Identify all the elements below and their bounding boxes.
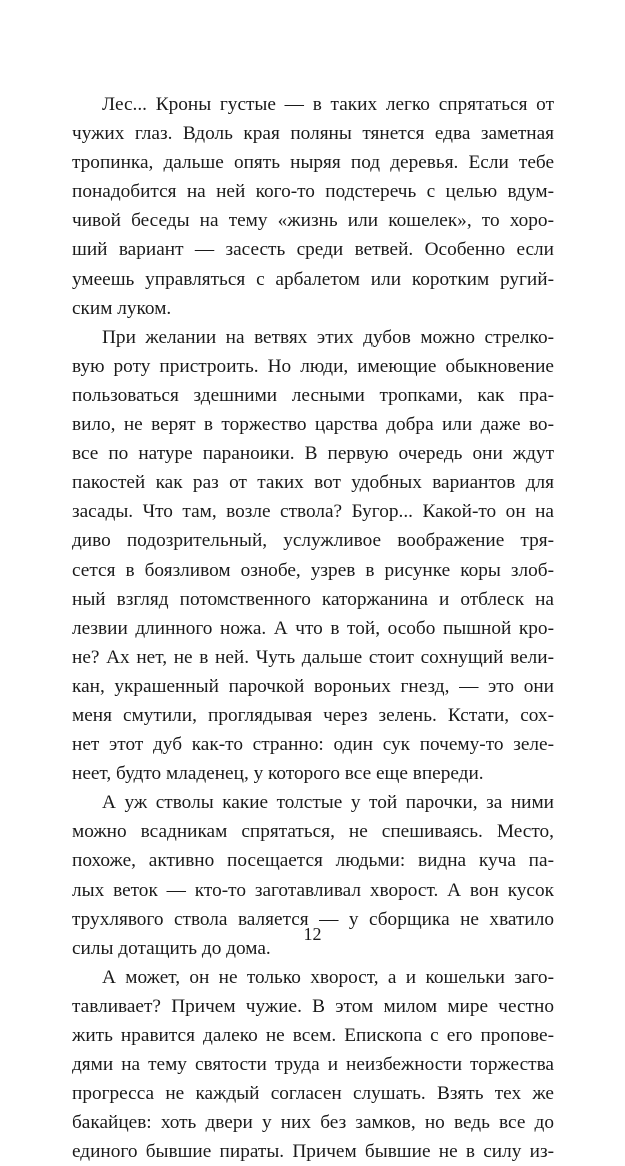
text-line: нет этот дуб как-то странно: один сук почему-то зеле- — [72, 734, 554, 756]
text-line: вило, не верят в торжество царства добра или даже во- — [72, 414, 554, 436]
text-line: все по натуре параноики. В первую очередь они ждут — [72, 443, 554, 465]
text-line: При желании на ветвях этих дубов можно стрелко- — [102, 326, 554, 348]
text-line: понадобится на ней кого-то подстеречь с целью вдум- — [72, 181, 554, 203]
text-line: дями на тему святости труда и неизбежности торжества — [72, 1054, 554, 1076]
paragraph — [72, 90, 554, 323]
text-line: единого бывшие пираты. Причем бывшие не в силу из- — [72, 1141, 554, 1163]
text-line: диво подозрительный, услужливое воображение тря- — [72, 530, 554, 552]
paragraph — [72, 323, 554, 789]
text-line: А уж стволы какие толстые у той парочки, за ними — [102, 792, 554, 814]
text-line: лезвии длинного ножа. А что в той, особо пышной кро- — [72, 617, 554, 639]
text-line: сется в боязливом ознобе, узрев в рисунке коры злоб- — [72, 559, 554, 581]
text-line: лых веток — кто-то заготавливал хворост. А вон кусок — [72, 879, 554, 901]
text-line: пакостей как раз от таких вот удобных вариантов для — [72, 472, 554, 494]
text-line: чивой беседы на тему «жизнь или кошелек», то хоро- — [72, 210, 554, 232]
text-line: кан, украшенный парочкой вороньих гнезд, — это они — [72, 675, 554, 697]
text-line: вую роту пристроить. Но люди, имеющие обыкновение — [72, 355, 554, 377]
text-line: бакайцев: хоть двери у них без замков, но ведь все до — [72, 1112, 554, 1134]
text-line: А может, он не только хворост, а и кошельки заго- — [102, 966, 554, 988]
text-line: тавливает? Причем чужие. В этом милом мире честно — [72, 995, 554, 1017]
text-line: меня смутили, проглядывая через зелень. Кстати, сох- — [72, 704, 554, 726]
text-line: ный взгляд потомственного каторжанина и отблеск на — [72, 588, 554, 610]
text-line: ским луком. — [72, 297, 172, 319]
text-line: неет, будто младенец, у которого все еще впереди. — [72, 763, 484, 785]
text-line: умеешь управляться с арбалетом или коротким ругий- — [72, 268, 554, 290]
body-text — [72, 90, 554, 1166]
text-line: пользоваться здешними лесными тропками, как пра- — [72, 384, 554, 406]
text-line: трухлявого ствола валяется — у сборщика не хватило — [72, 908, 554, 930]
page-number: 12 — [303, 924, 322, 944]
text-line: тропинка, дальше опять ныряя под деревья. Если тебе — [72, 152, 554, 174]
text-line: Лес... Кроны густые — в таких легко спрятаться от — [102, 94, 554, 115]
text-line: силы дотащить до дома. — [72, 937, 271, 959]
paragraph — [72, 963, 554, 1166]
text-line: прогресса не каждый согласен слушать. Взять тех же — [72, 1083, 554, 1105]
text-line: чужих глаз. Вдоль края поляны тянется едва заметная — [72, 123, 554, 145]
text-line: можно всадникам спрятаться, не спешиваясь. Место, — [72, 821, 554, 843]
text-line: засады. Что там, возле ствола? Бугор... Какой-то он на — [72, 501, 554, 523]
text-line: ший вариант — засесть среди ветвей. Особенно если — [72, 239, 554, 261]
text-line: жить нравится далеко не всем. Епископа с его пропове- — [72, 1025, 554, 1046]
text-line: похоже, активно посещается людьми: видна куча па- — [72, 850, 554, 872]
text-line: не? Ах нет, не в ней. Чуть дальше стоит сохнущий вели- — [72, 646, 554, 668]
